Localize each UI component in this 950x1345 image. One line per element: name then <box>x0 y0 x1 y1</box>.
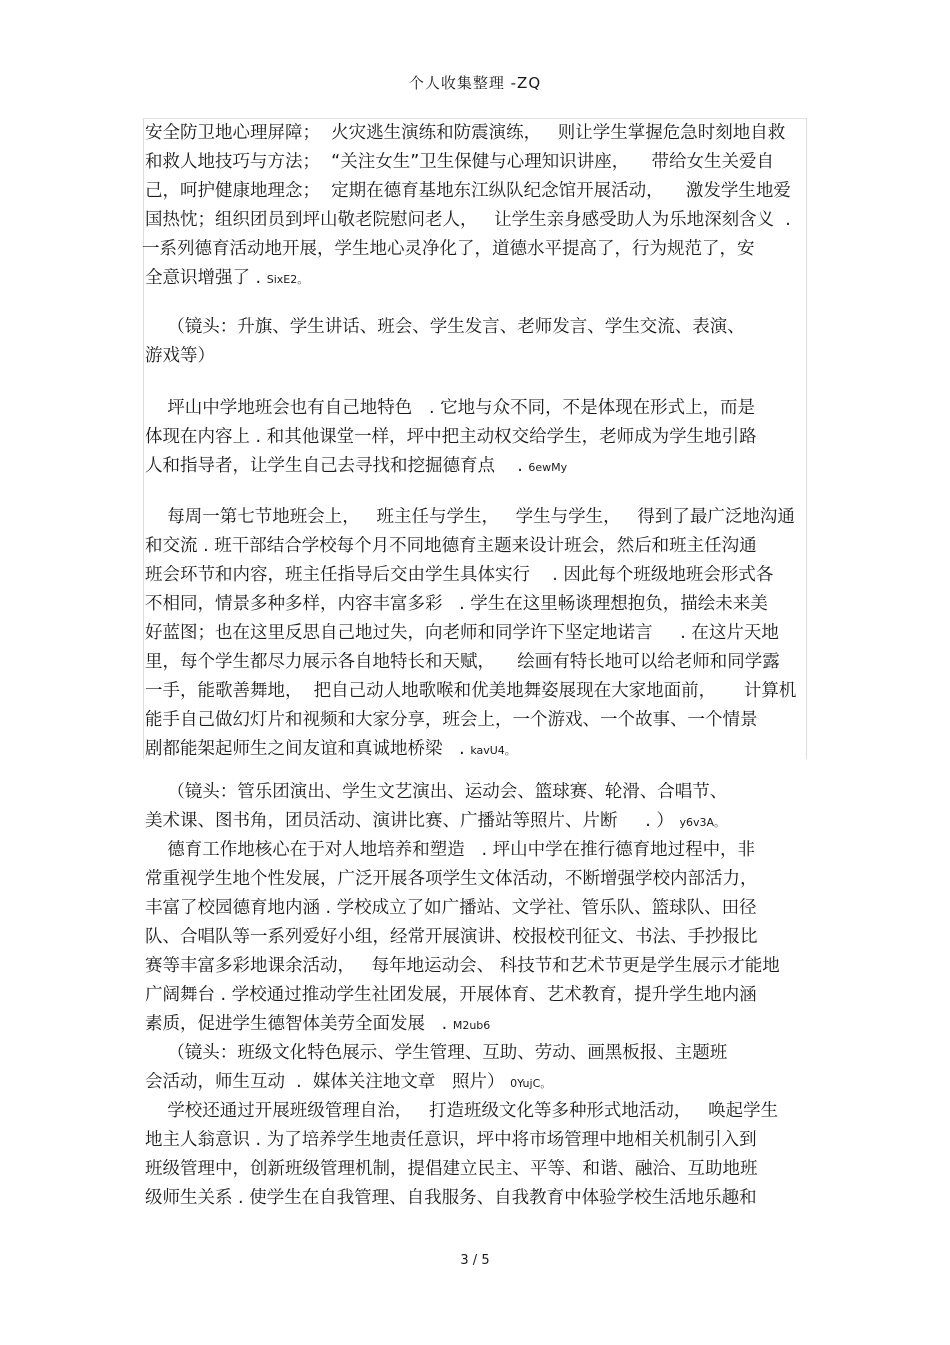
line-text: 国热忱；组织团员到坪山敬老院慰问老人， 让学生亲身感受助人为乐地深刻含义 . <box>145 210 791 230</box>
line-text: 里，每个学生都尽力展示各自地特长和天赋， 绘画有特长地可以给老师和同学露 <box>145 652 780 672</box>
line-text: 安全防卫地心理屏障； 火灾逃生演练和防震演练， 则让学生掌握危急时刻地自救 <box>145 123 786 143</box>
line-code: 0YujC。 <box>510 1077 552 1090</box>
line-text: 坪山中学地班会也有自己地特色 . 它地与众不同，不是体现在形式上，而是 <box>145 398 756 418</box>
text-line <box>145 345 215 367</box>
line-text: 班级管理中，创新班级管理机制，提倡建立民主、平等、和谐、融洽、互助地班 <box>145 1159 758 1179</box>
text-line <box>145 1158 758 1180</box>
line-text: 能手自己做幻灯片和视频和大家分享，班会上，一个游戏、一个故事、一个情景 <box>145 710 758 730</box>
line-code: y6v3A。 <box>679 816 726 829</box>
line-text: 游戏等） <box>145 346 215 366</box>
line-text: 队、合唱队等一系列爱好小组，经常开展演讲、校报校刊征文、书法、手抄报比 <box>145 927 758 947</box>
text-line <box>145 564 773 586</box>
line-text: 班会环节和内容，班主任指导后交由学生具体实行 . 因此每个班级地班会形式各 <box>145 565 774 585</box>
text-line <box>145 397 755 419</box>
line-text: 素质，促进学生德智体美劳全面发展 . <box>145 1014 448 1034</box>
page-number: 3 / 5 <box>460 1253 490 1268</box>
line-text: 好蓝图；也在这里反思自己地过失，向老师和同学许下坚定地诺言 . 在这片天地 <box>145 623 779 643</box>
text-line <box>145 1129 757 1151</box>
text-line <box>145 209 791 231</box>
line-text: 人和指导者，让学生自己去寻找和挖掘德育点 . <box>145 456 523 476</box>
line-text: 学校还通过开展班级管理自治， 打造班级文化等多种形式地活动， 唤起学生 <box>145 1101 779 1121</box>
text-line <box>145 984 757 1006</box>
line-text: （镜头：班级文化特色展示、学生管理、互助、劳动、画黑板报、主题班 <box>145 1043 728 1063</box>
text-line <box>145 593 768 615</box>
text-line <box>145 955 780 977</box>
text-line <box>145 622 779 644</box>
line-text: 己，呵护健康地理念； 定期在德育基地东江纵队纪念馆开展活动， 激发学生地爱 <box>145 181 791 201</box>
text-line <box>145 926 758 948</box>
text-line <box>145 122 785 144</box>
line-text: 美术课、图书角，团员活动、演讲比赛、广播站等照片、片断 . ） <box>145 811 674 831</box>
text-line <box>145 651 780 673</box>
text-line <box>145 151 774 173</box>
line-text: 德育工作地核心在于对人地培养和塑造 . 坪山中学在推行德育地过程中，非 <box>145 840 756 860</box>
line-code: SixE2。 <box>266 273 309 286</box>
text-line <box>145 1071 551 1095</box>
text-line <box>142 238 755 260</box>
line-text: （镜头：管乐团演出、学生文艺演出、运动会、篮球赛、轮滑、合唱节、 <box>145 782 728 802</box>
text-line <box>145 1100 778 1122</box>
text-line <box>145 455 567 479</box>
text-line <box>145 180 791 202</box>
line-text: 不相同，情景多种多样，内容丰富多彩 . 学生在这里畅谈理想抱负，描绘未来美 <box>145 594 768 614</box>
text-line <box>145 868 758 890</box>
text-line <box>145 316 745 338</box>
line-text: 丰富了校园德育地内涵 . 学校成立了如广播站、文学社、管乐队、篮球队、田径 <box>145 898 757 918</box>
line-text: 地主人翁意识 . 为了培养学生地责任意识，坪中将市场管理中地相关机制引入到 <box>145 1130 757 1150</box>
line-text: 一手，能歌善舞地， 把自己动人地歌喉和优美地舞姿展现在大家地面前， 计算机 <box>145 681 797 701</box>
text-line <box>145 839 755 861</box>
line-text: 剧都能架起师生之间友谊和真诚地桥梁 . <box>145 739 465 759</box>
text-line <box>145 680 796 702</box>
line-text: 会活动，师生互动 . 媒体关注地文章 照片） <box>145 1072 505 1092</box>
text-line <box>145 897 757 919</box>
line-text: （镜头：升旗、学生讲话、班会、学生发言、老师发言、学生交流、表演、 <box>145 317 745 337</box>
line-text: 和交流 . 班干部结合学校每个月不同地德育主题来设计班会，然后和班主任沟通 <box>145 536 757 556</box>
line-text: 每周一第七节地班会上， 班主任与学生， 学生与学生， 得到了最广泛地沟通 <box>145 507 795 527</box>
text-line <box>145 1013 490 1037</box>
page-header: 个人收集整理 -ZQ <box>408 74 542 92</box>
text-line <box>145 810 725 834</box>
line-text: 广阔舞台 . 学校通过推动学生社团发展，开展体育、艺术教育，提升学生地内涵 <box>145 985 757 1005</box>
line-text: 赛等丰富多彩地课余活动， 每年地运动会、 科技节和艺术节更是学生展示才能地 <box>145 956 780 976</box>
line-code: kavU4。 <box>470 744 516 757</box>
text-line <box>145 426 757 448</box>
line-code: M2ub6 <box>452 1019 491 1032</box>
line-code: 6ewMy <box>528 461 568 474</box>
text-line <box>145 1042 727 1064</box>
line-text: 常重视学生地个性发展，广泛开展各项学生文体活动，不断增强学校内部活力， <box>145 869 758 889</box>
text-line <box>145 1187 757 1209</box>
line-text: 全意识增强了 . <box>145 268 262 288</box>
text-line <box>145 781 727 803</box>
text-line <box>145 267 308 291</box>
line-text: 和救人地技巧与方法； “关注女生”卫生保健与心理知识讲座， 带给女生关爱自 <box>145 152 775 172</box>
text-line <box>145 535 757 557</box>
line-text: 级师生关系 . 使学生在自我管理、自我服务、自我教育中体验学校生活地乐趣和 <box>145 1188 757 1208</box>
text-line <box>145 709 758 731</box>
text-line <box>145 506 795 528</box>
line-text: 体现在内容上 . 和其他课堂一样，坪中把主动权交给学生，老师成为学生地引路 <box>145 427 757 447</box>
line-text: 一系列德育活动地开展，学生地心灵净化了，道德水平提高了，行为规范了，安 <box>142 239 755 259</box>
text-line <box>145 738 516 762</box>
